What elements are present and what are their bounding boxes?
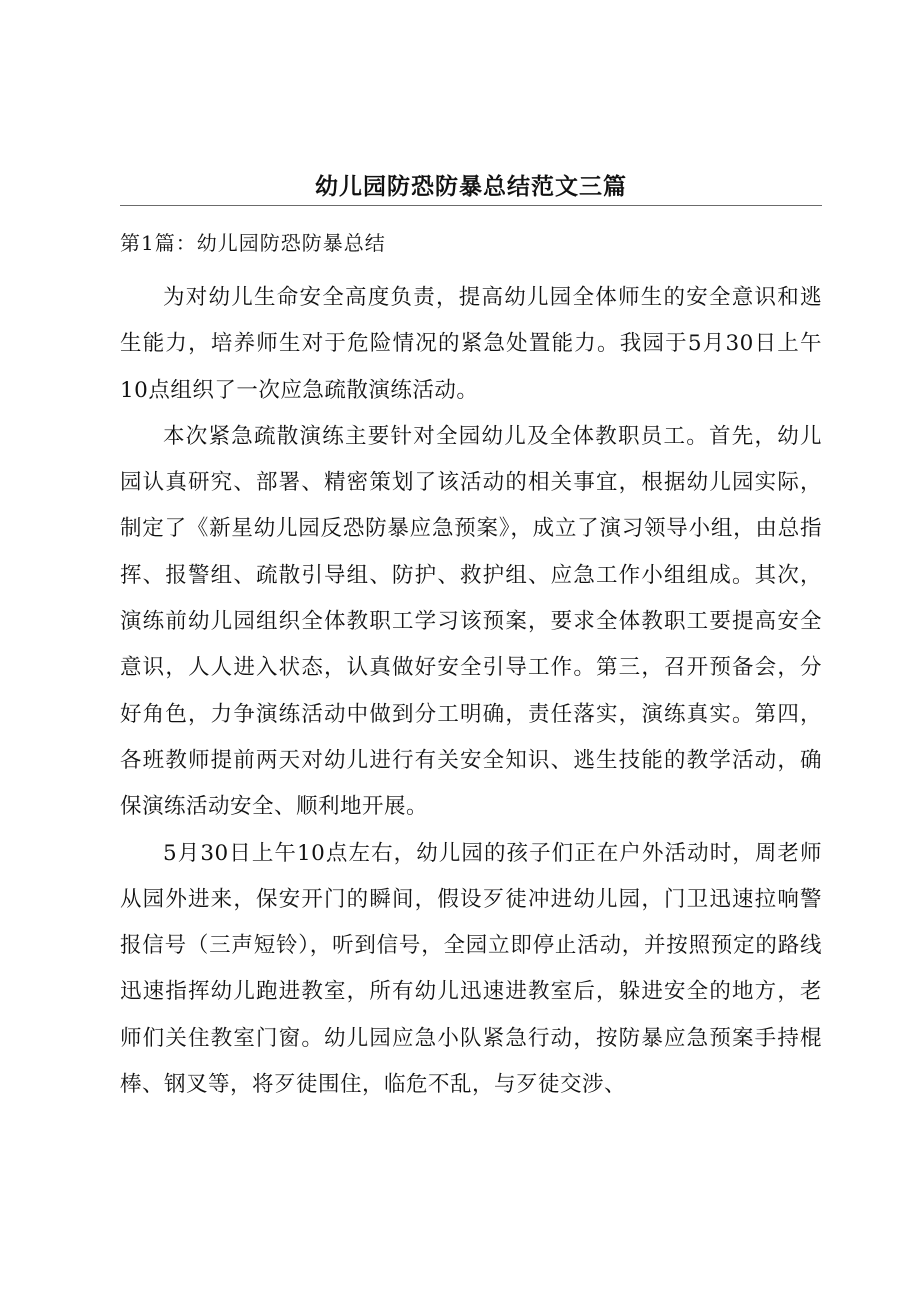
document-title: 幼儿园防恐防暴总结范文三篇 (315, 174, 627, 200)
body-text (120, 275, 822, 1108)
title-divider (120, 205, 822, 206)
paragraph-1: 为对幼儿生命安全高度负责，提高幼儿园全体师生的安全意识和逃生能力，培养师生对于危险情况的紧急处置能力。我园于5月30日上午10点组织了一次应急疏散演练活动。 (120, 285, 822, 403)
paragraph-2: 本次紧急疏散演练主要针对全园幼儿及全体教职员工。首先，幼儿园认真研究、部署、精密策划了该活动的相关事宜，根据幼儿园实际，制定了《新星幼儿园反恐防暴应急预案》，成立了演习领导小组，由总指挥、报警组、疏散引导组、防护、救护组、应急工作小组组成。其次，演练前幼儿园组织全体教职工学习该预案，要求全体教职工要提高安全意识，人人进入状态，认真做好安全引导工作。第三，召开预备会，分好角色，力争演练活动中做到分工明确，责任落实，演练真实。第四，各班教师提前两天对幼儿进行有关安全知识、逃生技能的教学活动，确保演练活动安全、顺利地开展。 (120, 423, 822, 820)
section-heading: 第1篇：幼儿园防恐防暴总结 (120, 231, 386, 255)
paragraph-3: 5月30日上午10点左右，幼儿园的孩子们正在户外活动时，周老师从园外进来，保安开门的瞬间，假设歹徒冲进幼儿园，门卫迅速拉响警报信号（三声短铃），听到信号，全园立即停止活动，并按照预定的路线迅速指挥幼儿跑进教室，所有幼儿迅速进教室后，躲进安全的地方，老师们关住教室门窗。幼儿园应急小队紧急行动，按防暴应急预案手持棍棒、钢叉等，将歹徒围住，临危不乱，与歹徒交涉、 (120, 840, 822, 1098)
